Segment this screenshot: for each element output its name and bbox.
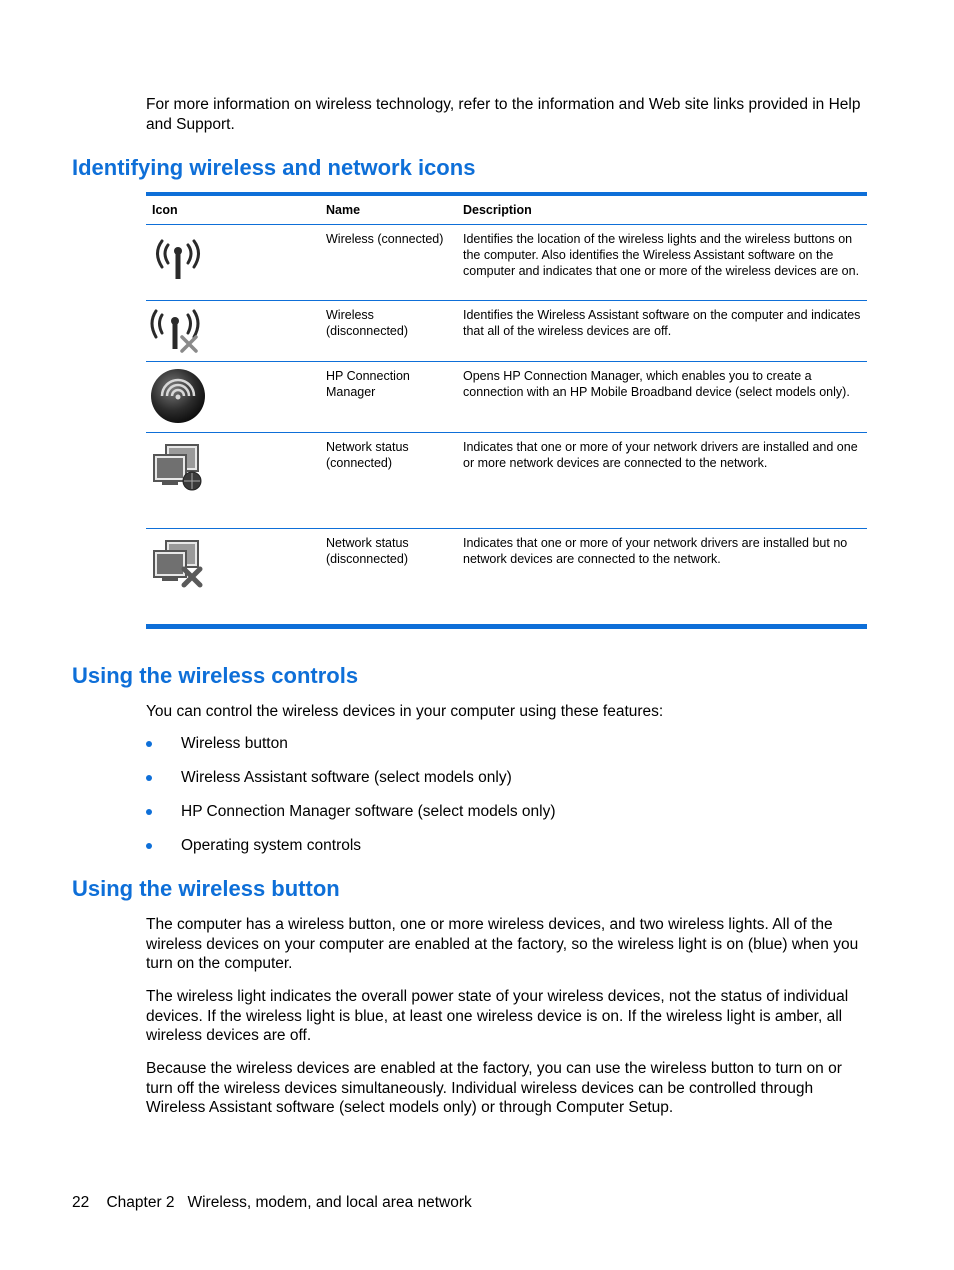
table-row — [146, 433, 867, 529]
network-disconnected-icon — [148, 533, 208, 593]
section-heading-icons: Identifying wireless and network icons — [72, 155, 476, 180]
table-cell-name: HP Connection Manager — [320, 362, 457, 433]
controls-intro: You can control the wireless devices in your computer using these features: — [146, 703, 664, 720]
footer-chapter-title: Wireless, modem, and local area network — [187, 1194, 472, 1211]
list-item-text: Wireless button — [181, 735, 288, 752]
intro-paragraph: For more information on wireless technology, refer to the information and Web site links provided in Help and Support. — [146, 96, 861, 133]
section-heading-button: Using the wireless button — [72, 876, 340, 901]
bullet-icon — [146, 843, 152, 849]
button-paragraph: Because the wireless devices are enabled at the factory, you can use the wireless button to turn on or turn off the wireless devices simultaneously. Individual wireless devices can be controlled through Wireless Assistant software (select models only) or through Computer Setup. — [146, 1060, 842, 1117]
page-number: 22 — [72, 1194, 90, 1211]
column-header-name: Name — [320, 196, 457, 225]
icon-cell — [146, 225, 320, 301]
table-cell-name: Network status (connected) — [320, 433, 457, 529]
button-paragraph: The wireless light indicates the overall power state of your wireless devices, not the status of individual devices. If the wireless light is blue, at least one wireless device is on. If the wireless light is amber, all wireless devices are off. — [146, 988, 849, 1045]
wireless-connected-icon — [148, 229, 208, 285]
list-item-text: Operating system controls — [181, 837, 362, 854]
bullet-icon — [146, 741, 152, 747]
bullet-icon — [146, 809, 152, 815]
controls-list — [146, 734, 555, 870]
column-header-icon: Icon — [146, 196, 320, 225]
bullet-icon — [146, 775, 152, 781]
icon-cell — [146, 362, 320, 433]
button-paragraph: The computer has a wireless button, one or more wireless devices, and two wireless lights. All of the wireless devices on your computer are enabled at the factory, so the wireless light is on (blue) when you turn on the computer. — [146, 916, 859, 973]
list-item — [146, 836, 555, 870]
hp-connection-manager-icon — [148, 366, 208, 426]
icon-cell — [146, 529, 320, 624]
table-cell-name: Network status (disconnected) — [326, 536, 409, 566]
table-header-row — [146, 196, 867, 225]
list-item-text: HP Connection Manager software (select models only) — [181, 803, 556, 820]
footer-chapter: Chapter 2 — [106, 1194, 175, 1211]
table-cell-name: Wireless (disconnected) — [320, 301, 457, 362]
table-cell-description: Identifies the location of the wireless lights and the wireless buttons on the computer. Also identifies the Wireless Assistant software on the computer and indicates that one or more of the wireless devices are on. — [457, 225, 867, 301]
icons-table — [146, 196, 867, 624]
table-bottom-rule — [146, 624, 867, 629]
table-cell-description: Indicates that one or more of your network drivers are installed but no network devices are connected to the network. — [463, 536, 848, 566]
table-cell-name: Wireless (connected) — [320, 225, 457, 301]
table-row — [146, 529, 867, 624]
table-row — [146, 301, 867, 362]
wireless-disconnected-icon — [148, 305, 208, 355]
table-cell-description: Indicates that one or more of your network drivers are installed and one or more network devices are connected to the network. — [457, 433, 867, 529]
icon-cell — [146, 301, 320, 362]
icon-cell — [146, 433, 320, 529]
section-heading-controls: Using the wireless controls — [72, 663, 359, 688]
table-cell-description: Opens HP Connection Manager, which enables you to create a connection with an HP Mobile Broadband device (select models only). — [457, 362, 867, 433]
list-item-text: Wireless Assistant software (select models only) — [181, 769, 512, 786]
column-header-description: Description — [457, 196, 867, 225]
page-footer — [72, 1193, 472, 1213]
list-item — [146, 734, 555, 768]
table-row — [146, 362, 867, 433]
network-connected-icon — [148, 437, 208, 497]
table-cell-description: Identifies the Wireless Assistant software on the computer and indicates that all of the wireless devices are off. — [457, 301, 867, 362]
list-item — [146, 768, 555, 802]
table-row — [146, 225, 867, 301]
list-item — [146, 802, 555, 836]
